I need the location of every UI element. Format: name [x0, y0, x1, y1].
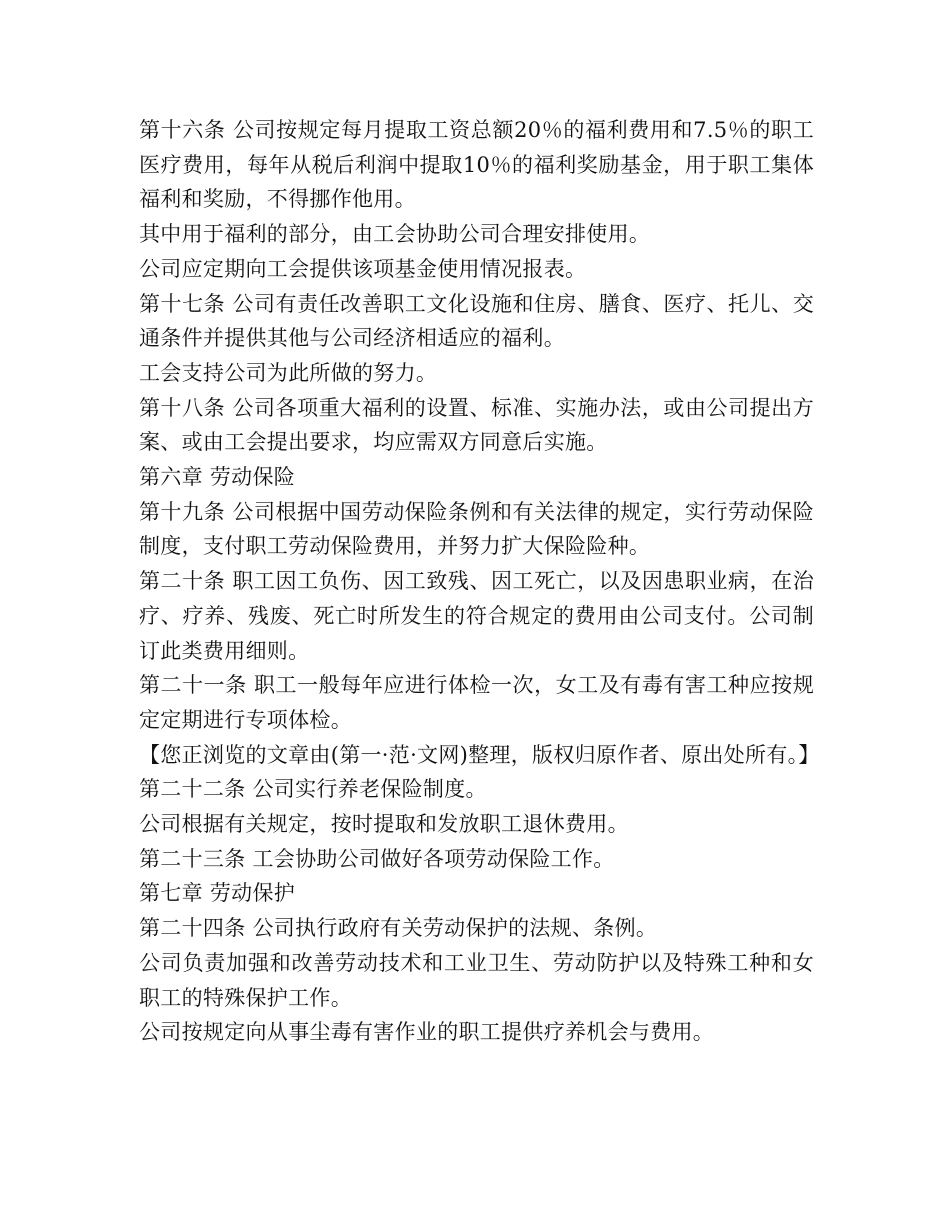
article-18-paragraph: 第十八条 公司各项重大福利的设置、标准、实施办法，或由公司提出方案、或由工会提出要求，均应需双方同意后实施。	[139, 395, 814, 455]
source-notice: 【您正浏览的文章由(第一·范·文网)整理，版权归原作者、原出处所有。】	[139, 742, 820, 767]
paragraph-protection-work: 公司负责加强和改善劳动技术和工业卫生、劳动防护以及特殊工种和女职工的特殊保护工作。	[139, 950, 814, 1010]
document-body	[139, 113, 820, 1050]
article-19-paragraph: 第十九条 公司根据中国劳动保险条例和有关法律的规定，实行劳动保险制度，支付职工劳动保险费用，并努力扩大保险险种。	[139, 499, 814, 559]
article-22-paragraph: 第二十二条 公司实行养老保险制度。	[139, 777, 487, 802]
paragraph-retirement: 公司根据有关规定，按时提取和发放职工退休费用。	[139, 812, 629, 837]
paragraph-union-support: 工会支持公司为此所做的努力。	[139, 360, 438, 385]
article-24-paragraph: 第二十四条 公司执行政府有关劳动保护的法规、条例。	[139, 916, 658, 941]
article-20-paragraph: 第二十条 职工因工负伤、因工致残、因工死亡，以及因患职业病，在治疗、疗养、残废、死亡时所发生的符合规定的费用由公司支付。公司制订此类费用细则。	[139, 569, 814, 663]
chapter-7-heading: 第七章 劳动保护	[139, 881, 296, 906]
article-23-paragraph: 第二十三条 工会协助公司做好各项劳动保险工作。	[139, 846, 615, 871]
article-16-paragraph: 第十六条 公司按规定每月提取工资总额20％的福利费用和7.5％的职工医疗费用，每年从税后利润中提取10％的福利奖励基金，用于职工集体福利和奖励，不得挪作他用。	[139, 118, 814, 212]
article-17-paragraph: 第十七条 公司有责任改善职工文化设施和住房、膳食、医疗、托儿、交通条件并提供其他与公司经济相适应的福利。	[139, 291, 814, 351]
article-21-paragraph: 第二十一条 职工一般每年应进行体检一次，女工及有毒有害工种应按规定定期进行专项体检。	[139, 673, 814, 732]
chapter-6-heading: 第六章 劳动保险	[139, 465, 296, 490]
paragraph-sanatorium: 公司按规定向从事尘毒有害作业的职工提供疗养机会与费用。	[139, 1020, 715, 1045]
paragraph-welfare-use: 其中用于福利的部分，由工会协助公司合理安排使用。	[139, 222, 651, 247]
paragraph-fund-report: 公司应定期向工会提供该项基金使用情况报表。	[139, 256, 587, 281]
